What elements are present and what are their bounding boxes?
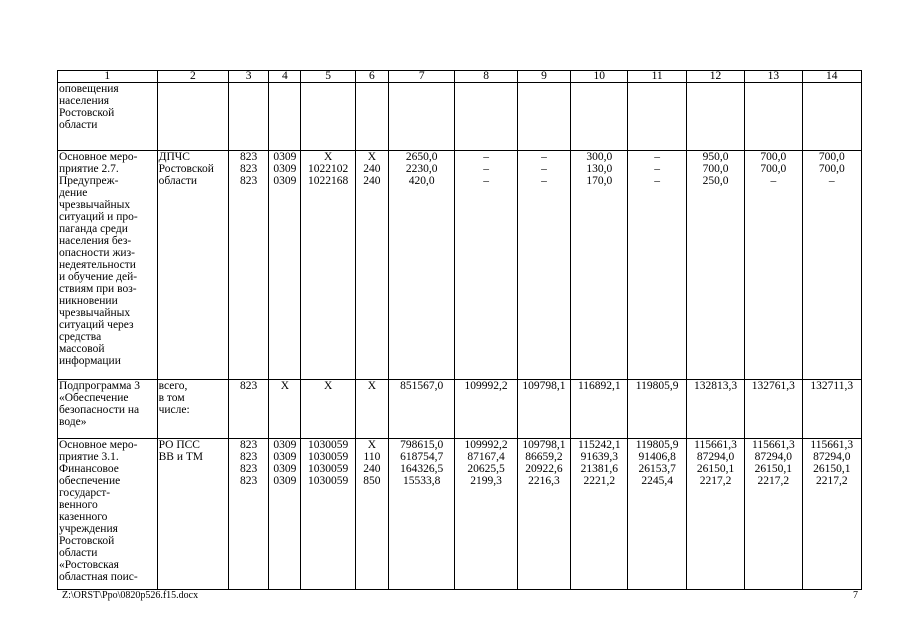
year-value-cell: 132711,3 <box>802 380 861 439</box>
year-value-cell <box>571 83 628 151</box>
rzpr-cell: 0309 0309 0309 0309 <box>269 439 301 590</box>
column-header: 9 <box>517 71 570 83</box>
column-header: 13 <box>745 71 802 83</box>
footer-file-path: Z:\ORST\Ppo\0820p526.f15.docx <box>62 590 199 601</box>
program-name-cell: Подпрограмма 3 «Обеспечение безопасности на воде» <box>58 380 158 439</box>
year-value-cell <box>455 83 517 151</box>
rzpr-cell: 0309 0309 0309 <box>269 151 301 380</box>
year-value-cell <box>745 83 802 151</box>
budget-table <box>57 70 862 590</box>
total-cell <box>389 83 455 151</box>
column-header: 2 <box>157 71 228 83</box>
year-value-cell: – – – <box>455 151 517 380</box>
csr-cell: X <box>301 380 355 439</box>
year-value-cell: 116892,1 <box>571 380 628 439</box>
year-value-cell: 700,0 700,0 – <box>745 151 802 380</box>
year-value-cell: 300,0 130,0 170,0 <box>571 151 628 380</box>
executor-cell: всего, в том числе: <box>157 380 228 439</box>
year-value-cell: 132813,3 <box>686 380 744 439</box>
year-value-cell: – – – <box>517 151 570 380</box>
vr-cell: X <box>355 380 388 439</box>
total-cell: 798615,0 618754,7 164326,5 15533,8 <box>389 439 455 590</box>
column-header: 8 <box>455 71 517 83</box>
year-value-cell <box>517 83 570 151</box>
year-value-cell: 950,0 700,0 250,0 <box>686 151 744 380</box>
total-cell: 851567,0 <box>389 380 455 439</box>
table-row <box>58 439 862 590</box>
executor-cell: РО ПСС ВВ и ТМ <box>157 439 228 590</box>
year-value-cell: 109798,1 86659,2 20922,6 2216,3 <box>517 439 570 590</box>
total-cell: 2650,0 2230,0 420,0 <box>389 151 455 380</box>
year-value-cell: 119805,9 <box>628 380 686 439</box>
grbs-cell: 823 823 823 <box>229 151 269 380</box>
year-value-cell <box>628 83 686 151</box>
vr-cell: X 240 240 <box>355 151 388 380</box>
column-header: 1 <box>58 71 158 83</box>
column-header: 10 <box>571 71 628 83</box>
year-value-cell: 115661,3 87294,0 26150,1 2217,2 <box>686 439 744 590</box>
csr-cell <box>301 83 355 151</box>
csr-cell: X 1022102 1022168 <box>301 151 355 380</box>
column-header: 6 <box>355 71 388 83</box>
grbs-cell: 823 <box>229 380 269 439</box>
column-header: 14 <box>802 71 861 83</box>
column-header: 7 <box>389 71 455 83</box>
year-value-cell: 119805,9 91406,8 26153,7 2245,4 <box>628 439 686 590</box>
program-name-cell: Основное меро- приятие 3.1. Финансовое обеспечение государст- венного казенного учреждения Ростовской области «Ростовская областная поис- <box>58 439 158 590</box>
year-value-cell: 132761,3 <box>745 380 802 439</box>
column-header: 3 <box>229 71 269 83</box>
grbs-cell <box>229 83 269 151</box>
table-row <box>58 83 862 151</box>
year-value-cell: 115661,3 87294,0 26150,1 2217,2 <box>745 439 802 590</box>
year-value-cell: 109992,2 <box>455 380 517 439</box>
column-header: 5 <box>301 71 355 83</box>
grbs-cell: 823 823 823 823 <box>229 439 269 590</box>
rzpr-cell: X <box>269 380 301 439</box>
year-value-cell <box>802 83 861 151</box>
table-row <box>58 151 862 380</box>
year-value-cell: 109798,1 <box>517 380 570 439</box>
csr-cell: 1030059 1030059 1030059 1030059 <box>301 439 355 590</box>
executor-cell: ДПЧС Ростовской области <box>157 151 228 380</box>
year-value-cell <box>686 83 744 151</box>
year-value-cell: – – – <box>628 151 686 380</box>
program-name-cell: оповещения населения Ростовской области <box>58 83 158 151</box>
year-value-cell: 700,0 700,0 – <box>802 151 861 380</box>
vr-cell <box>355 83 388 151</box>
vr-cell: X 110 240 850 <box>355 439 388 590</box>
page-number: 7 <box>853 590 858 601</box>
program-name-cell: Основное меро- приятие 2.7. Предупреж- дение чрезвычайных ситуаций и про- паганда среди населения без- опасности жиз- недеятельности и обучение дей- ствиям при воз- никновении чрезвычайных ситуаций через средства массовой информации <box>58 151 158 380</box>
column-header: 11 <box>628 71 686 83</box>
year-value-cell: 115661,3 87294,0 26150,1 2217,2 <box>802 439 861 590</box>
executor-cell <box>157 83 228 151</box>
column-header: 4 <box>269 71 301 83</box>
header-row <box>58 71 862 83</box>
rzpr-cell <box>269 83 301 151</box>
year-value-cell: 115242,1 91639,3 21381,6 2221,2 <box>571 439 628 590</box>
year-value-cell: 109992,2 87167,4 20625,5 2199,3 <box>455 439 517 590</box>
table-row <box>58 380 862 439</box>
column-header: 12 <box>686 71 744 83</box>
